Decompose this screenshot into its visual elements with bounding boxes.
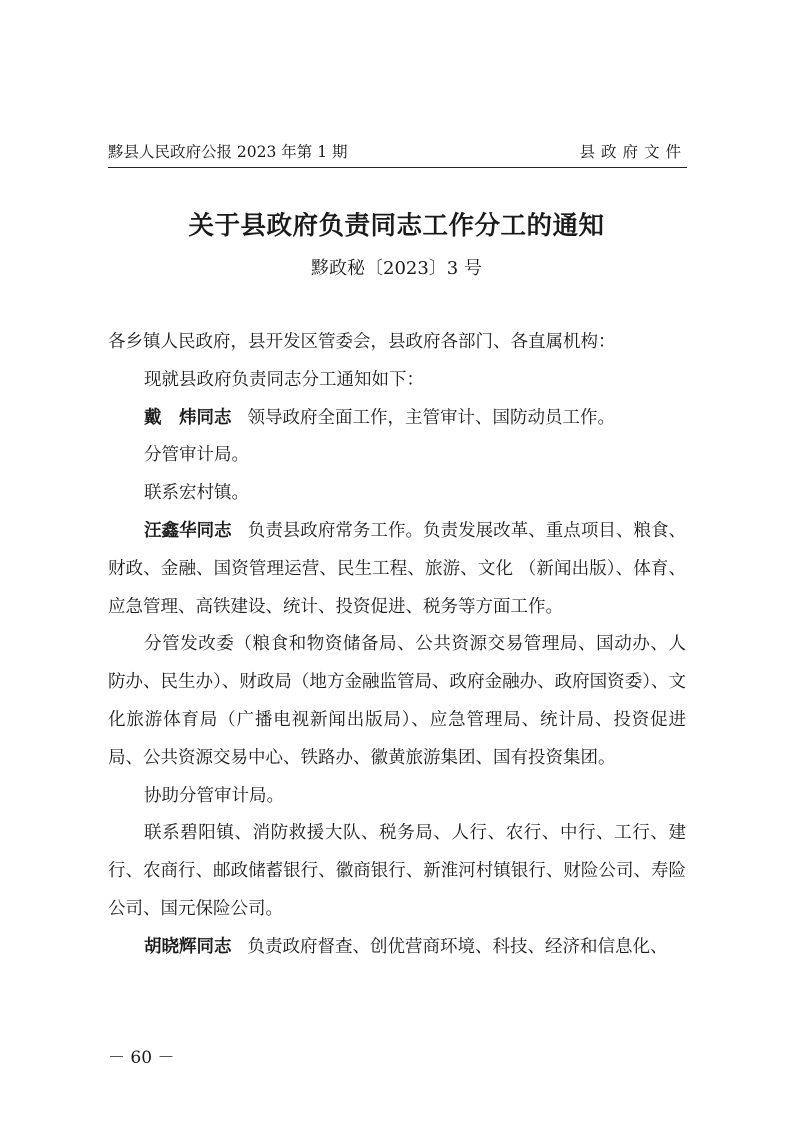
document-body xyxy=(108,324,686,967)
section-label: 县政府文件 xyxy=(579,143,687,161)
running-header xyxy=(108,140,687,162)
official-dai-manage: 分管审计局。 xyxy=(144,445,249,466)
official-wang-assist: 协助分管审计局。 xyxy=(144,785,284,806)
addressee: 各乡镇人民政府，县开发区管委会，县政府各部门、各直属机构： xyxy=(108,332,616,352)
document-number: 黟政秘〔2023〕3 号 xyxy=(311,258,482,279)
duty-text: 领导政府全面工作，主管审计、国防动员工作。 xyxy=(247,407,615,428)
bulletin-issue: 黟县人民政府公报 2023 年第 1 期 xyxy=(108,143,348,161)
official-name: 汪鑫华同志 xyxy=(144,520,232,541)
official-wang-manage: 分管发改委（粮食和物资储备局、公共资源交易管理局、国动办、人防办、民生办）、财政局（地方金融监管局、政府金融办、政府国资委）、文化旅游体育局（广播电视新闻出版局）、应急管理局、统计局、投资促进局、公共资源交易中心、铁路办、徽黄旅游集团、国有投资集团。 xyxy=(108,634,686,768)
official-name: 戴 炜同志 xyxy=(144,407,232,428)
official-name: 胡晓辉同志 xyxy=(144,936,232,957)
official-wang-duties xyxy=(108,513,686,626)
document-title: 关于县政府负责同志工作分工的通知 xyxy=(188,211,605,241)
duty-text: 负责政府督查、创优营商环境、科技、经济和信息化、 xyxy=(247,936,668,957)
official-wang-liaison: 联系碧阳镇、消防救援大队、税务局、人行、农行、中行、工行、建行、农商行、邮政储蓄银行、徽商银行、新淮河村镇银行、财险公司、寿险公司、国元保险公司。 xyxy=(108,823,686,919)
header-rule xyxy=(108,167,687,168)
duty-text: 负责县政府常务工作。负责发展改革、重点项目、粮食、财政、金融、国资管理运营、民生工程、旅游、文化 （新闻出版）、体育、应急管理、高铁建设、统计、投资促进、税务等方面工作。 xyxy=(108,520,687,617)
official-dai-duties xyxy=(108,400,686,438)
official-hu-duties xyxy=(108,929,686,967)
page-number: － 60 － xyxy=(108,1048,175,1068)
official-dai-liaison: 联系宏村镇。 xyxy=(144,483,249,504)
intro-paragraph: 现就县政府负责同志分工通知如下： xyxy=(144,369,424,390)
